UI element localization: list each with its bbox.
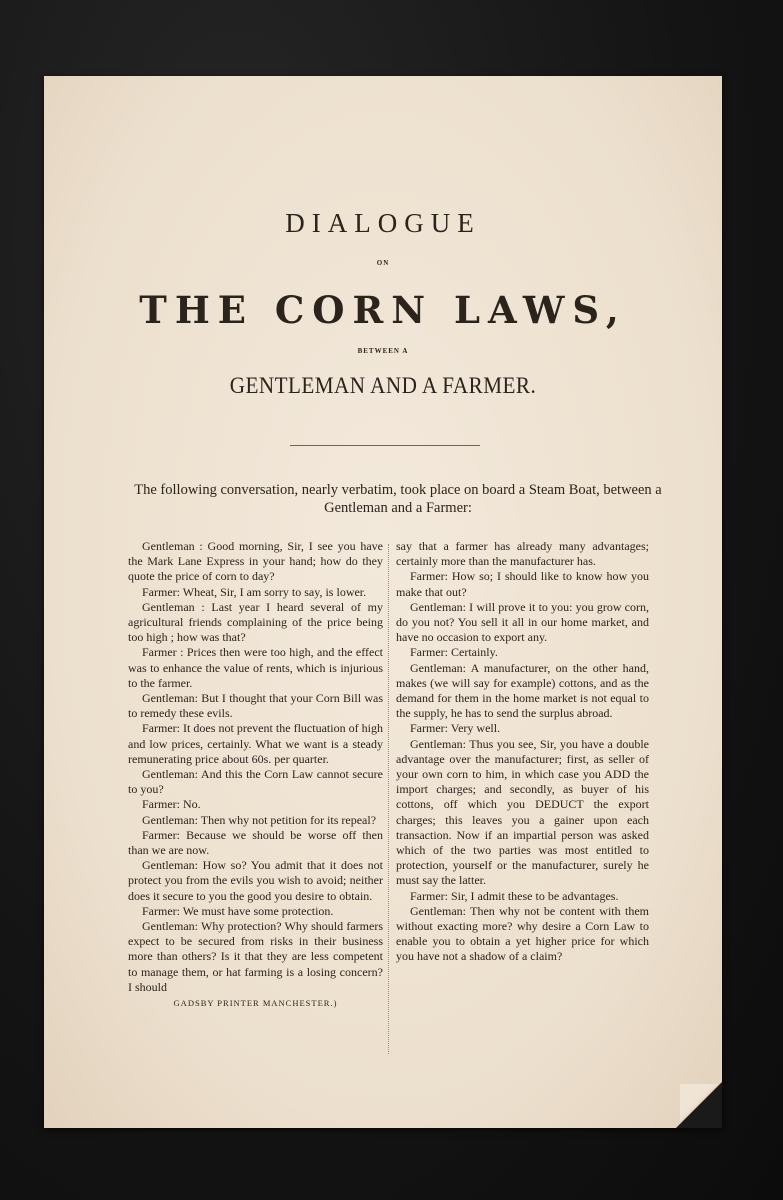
dialogue-line: Farmer: Very well. — [410, 721, 501, 736]
dialogue-line: Farmer: It does not prevent the fluctuation of high and low prices, certainly. What we want is a steady remunerating price about 60s. per quarter. — [128, 721, 383, 766]
dialogue-line: Farmer: Sir, I admit these to be advantages. — [410, 888, 619, 903]
intro-paragraph: The following conversation, nearly verbatim, took place on board a Steam Boat, between a Gentleman and a Farmer: — [134, 482, 662, 516]
dialogue-line: Farmer: How so; I should like to know how you make that out? — [396, 569, 649, 599]
dialogue-line: Gentleman: A manufacturer, on the other hand, makes (we will say for example) cottons, and as the demand for them in the home market is not equal to the supply, he has to send the surplus abroad. — [396, 660, 649, 721]
dialogue-line: say that a farmer has already many advantages; certainly more than the manufacturer has. — [396, 539, 649, 569]
dialogue-line: Farmer: Certainly. — [410, 645, 498, 660]
title-dialogue: DIALOGUE — [285, 208, 481, 238]
dialogue-line: Gentleman: Then why not be content with them without exacting more? why desire a Corn Law to enable you to obtain a yet higher price for which you have not a shadow of a claim? — [396, 903, 649, 964]
dialogue-line: Gentleman: Thus you see, Sir, you have a double advantage over the manufacturer; first, as seller of your own corn to him, in which case you ADD the import charges; and secondly, as buyer of his cottons, off which you DEDUCT the export charges; this leaves you a gainer upon each transaction. Now if an impartial person was asked which of the two parties was most entitled to protection, yourself or the manufacturer, surely he must say the latter. — [396, 736, 649, 888]
dialogue-line: Gentleman: But I thought that your Corn Bill was to remedy these evils. — [128, 691, 383, 721]
dialogue-line: Gentleman: And this the Corn Law cannot secure to you? — [128, 767, 383, 797]
dialogue-line: Gentleman: Then why not petition for its repeal? — [142, 812, 377, 827]
printer-imprint: GADSBY PRINTER MANCHESTER.) — [173, 998, 338, 1009]
title-parties: GENTLEMAN AND A FARMER. — [229, 373, 537, 398]
right-column — [396, 539, 649, 965]
title-between: BETWEEN A — [357, 347, 409, 355]
left-column — [128, 539, 383, 1011]
dialogue-line: Gentleman: I will prove it to you: you grow corn, do you not? You sell it all in our home market, and have no occasion to export any. — [396, 599, 649, 645]
dialogue-line: Farmer: We must have some protection. — [142, 903, 334, 918]
dialogue-line: Farmer: No. — [142, 797, 201, 812]
title-on: ON — [376, 259, 390, 267]
dialogue-line: Gentleman : Last year I heard several of my agricultural friends complaining of the price being too high ; how was that? — [128, 599, 383, 645]
dialogue-line: Gentleman: How so? You admit that it does not protect you from the evils you wish to avoid; neither does it secure to you the good you desire to obtain. — [128, 858, 383, 903]
column-divider — [388, 544, 389, 1054]
dialogue-line: Farmer : Prices then were too high, and the effect was to enhance the value of rents, which is injurious to the farmer. — [128, 645, 383, 690]
title-corn-laws: THE CORN LAWS, — [139, 288, 627, 332]
title-rule — [290, 445, 480, 446]
dialogue-line: Farmer: Because we should be worse off then than we are now. — [128, 827, 383, 858]
pamphlet-page — [44, 76, 722, 1128]
dialogue-line: Gentleman : Good morning, Sir, I see you have the Mark Lane Express in your hand; how do they quote the price of corn to day? — [128, 539, 383, 584]
dialogue-line: Gentleman: Why protection? Why should farmers expect to be secured from risks in their business more than others? Is it that they are less competent to manage them, or hat farming is a losing concern? I should — [128, 919, 383, 994]
dialogue-line: Farmer: Wheat, Sir, I am sorry to say, is lower. — [142, 584, 367, 599]
